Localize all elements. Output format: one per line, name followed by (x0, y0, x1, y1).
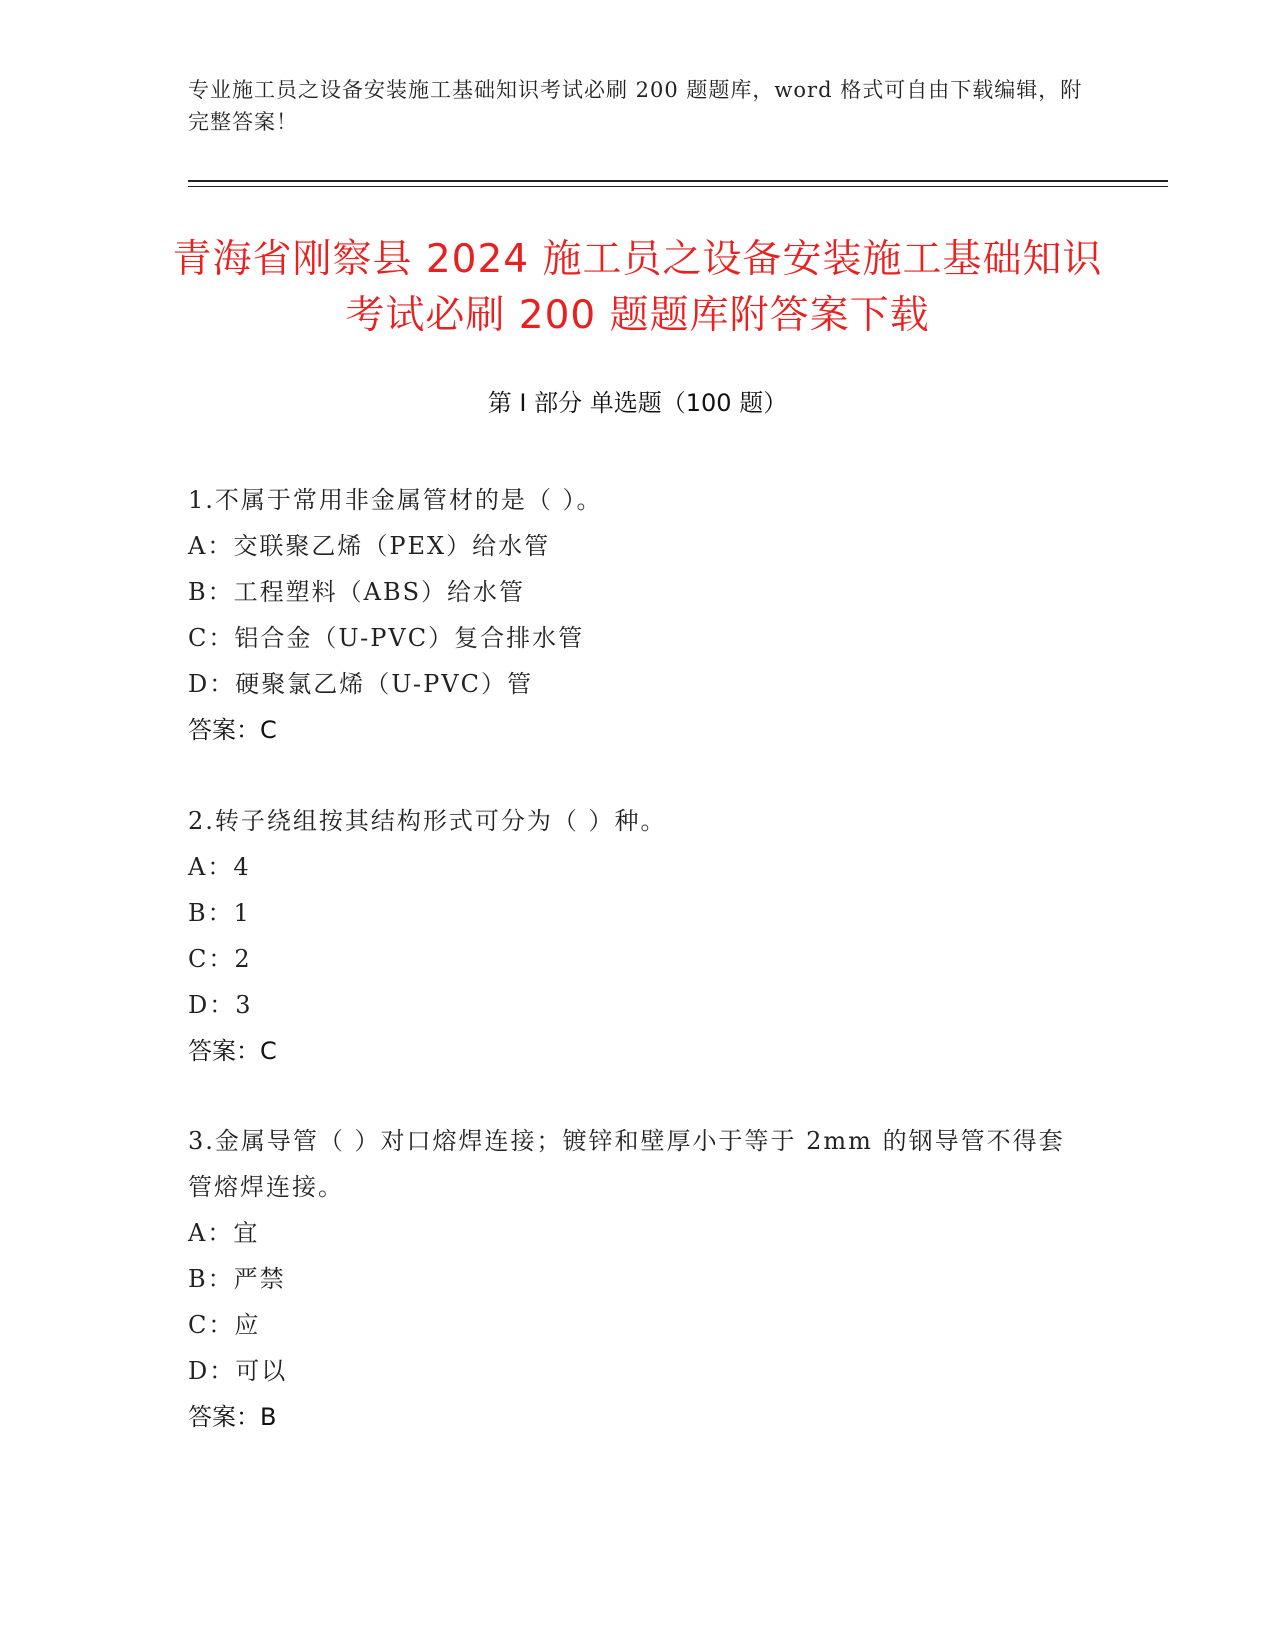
question-block (188, 798, 1088, 1074)
option-a: A：交联聚乙烯（PEX）给水管 (188, 532, 551, 560)
option-c: C：铝合金（U-PVC）复合排水管 (188, 624, 585, 652)
option-a: A：宜 (188, 1219, 260, 1247)
question-stem: 3.金属导管（ ）对口熔焊连接；镀锌和壁厚小于等于 2mm 的钢导管不得套管熔焊连接。 (188, 1127, 1065, 1201)
option-b: B：工程塑料（ABS）给水管 (188, 578, 526, 606)
option-b: B：严禁 (188, 1265, 286, 1293)
question-stem: 2.转子绕组按其结构形式可分为（ ）种。 (188, 807, 667, 835)
answer-line: 答案：B (188, 1403, 277, 1431)
option-a: A：4 (188, 853, 251, 881)
question-block (188, 477, 1088, 753)
option-c: C：应 (188, 1311, 261, 1339)
option-b: B：1 (188, 899, 251, 927)
section-title: 第 I 部分 单选题（100 题） (487, 389, 788, 417)
option-d: D：3 (188, 991, 253, 1019)
option-d: D：可以 (188, 1357, 288, 1385)
header-note: 专业施工员之设备安装施工基础知识考试必刷 200 题题库，word 格式可自由下载编辑，附完整答案！ (188, 78, 1083, 134)
question-stem: 1.不属于常用非金属管材的是（ ）。 (188, 486, 603, 514)
question-block (188, 1118, 1088, 1440)
option-d: D：硬聚氯乙烯（U-PVC）管 (188, 670, 533, 698)
header-divider-thin (188, 186, 1168, 187)
document-title: 青海省刚察县 2024 施工员之设备安装施工基础知识考试必刷 200 题题库附答案下载 (172, 237, 1103, 338)
header-divider-thick (188, 180, 1168, 182)
option-c: C：2 (188, 945, 252, 973)
answer-line: 答案：C (188, 716, 277, 744)
answer-line: 答案：C (188, 1037, 277, 1065)
